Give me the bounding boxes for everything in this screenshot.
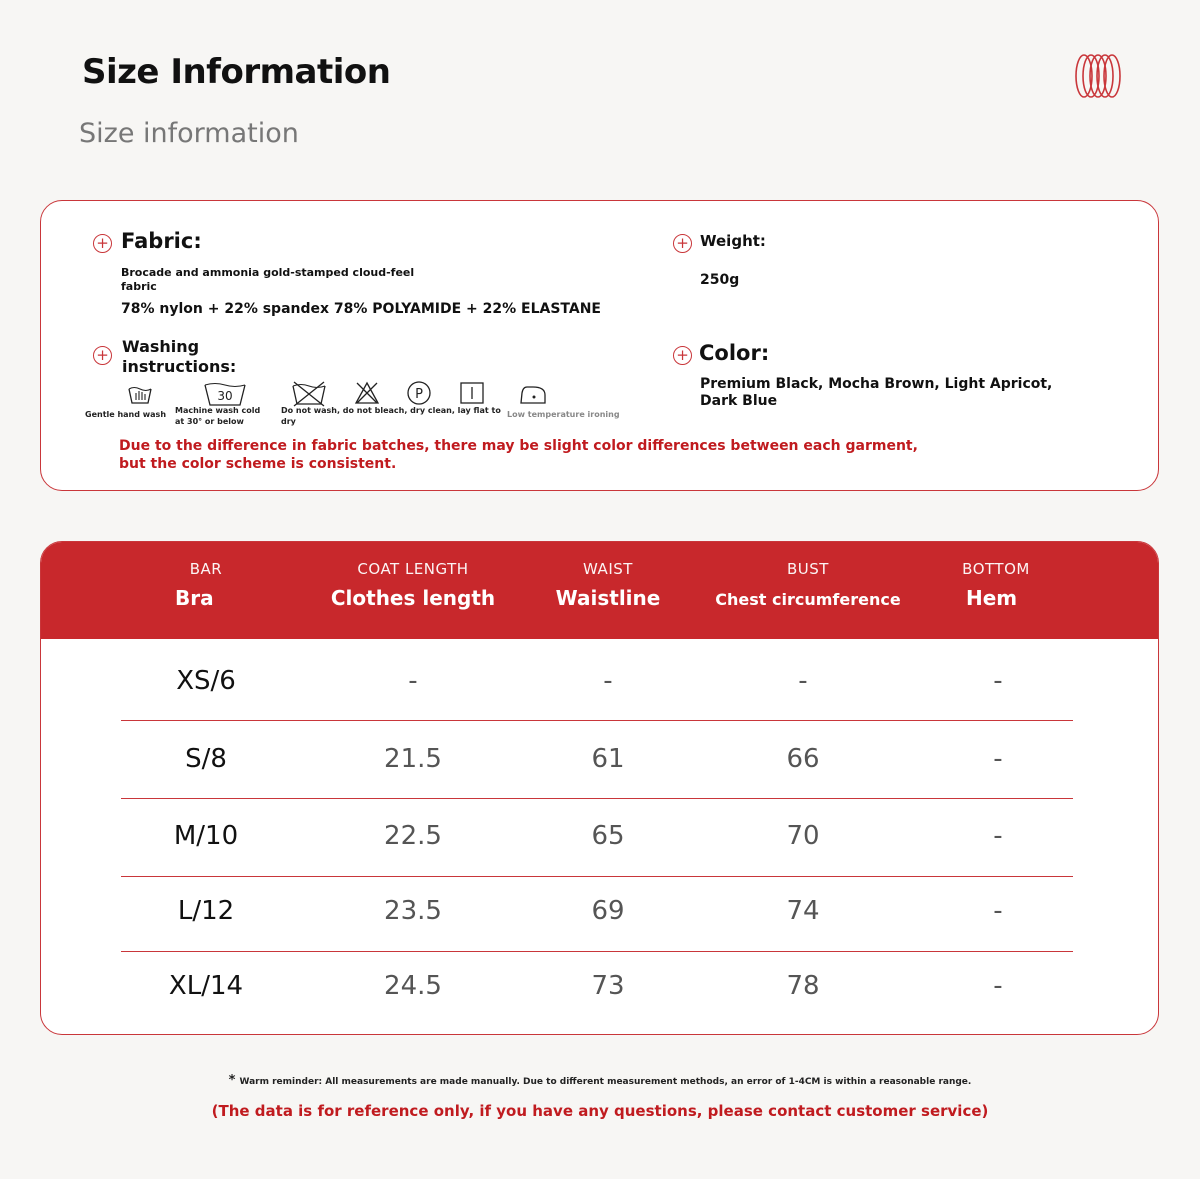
table-row: [121, 799, 1073, 874]
lay-flat-dry-icon: [459, 381, 485, 405]
low-temp-iron-caption: Low temperature ironing: [507, 410, 620, 419]
waist-cell: 73: [591, 971, 625, 1001]
fabric-description: Brocade and ammonia gold-stamped cloud-feel fabric: [121, 266, 415, 293]
column-en-label: BOTTOM: [962, 560, 1030, 578]
column-en-label: BAR: [189, 560, 223, 578]
waist-cell: 61: [591, 744, 625, 774]
size-cell: S/8: [185, 744, 227, 774]
column-header-bottom: [896, 560, 1096, 610]
coat-length-cell: -: [408, 666, 418, 696]
machine-wash-30-icon: [203, 381, 247, 407]
column-header-waist: [508, 560, 708, 610]
table-row: [121, 949, 1073, 1024]
dry-clean-icon: [406, 380, 432, 406]
size-cell: L/12: [177, 896, 235, 926]
table-row: [121, 874, 1073, 949]
color-label: Color:: [699, 341, 770, 365]
table-row: [121, 644, 1073, 719]
column-label: Hem: [966, 586, 1018, 610]
do-not-wash-caption: Do not wash, do not bleach, dry clean, lay flat to dry: [281, 406, 501, 426]
column-label: Waistline: [555, 586, 661, 610]
coat-length-cell: 22.5: [384, 821, 442, 851]
do-not-wash-icon: [291, 381, 327, 407]
table-header: [41, 542, 1158, 639]
table-row: [121, 722, 1073, 797]
asterisk-icon: *: [228, 1073, 236, 1088]
waist-cell: 69: [591, 896, 625, 926]
column-label: Chest circumference: [715, 590, 901, 609]
column-header-bar: [106, 560, 306, 610]
plus-circle-icon: +: [673, 234, 692, 253]
column-en-label: BUST: [787, 560, 829, 578]
bust-cell: -: [798, 666, 808, 696]
row-divider: [121, 720, 1073, 721]
weight-label: Weight:: [700, 232, 766, 250]
bottom-cell: -: [993, 744, 1003, 774]
reminder-text: Warm reminder: All measurements are made manually. Due to different measurement methods, an error of 1-4CM is within a reasonable range.: [239, 1077, 972, 1087]
size-cell: XL/14: [168, 971, 244, 1001]
coat-length-cell: 23.5: [384, 896, 442, 926]
color-difference-notice: Due to the difference in fabric batches, there may be slight color differences between each garment, but the color scheme is consistent.: [119, 438, 918, 472]
fabric-label: Fabric:: [121, 229, 202, 253]
column-en-label: COAT LENGTH: [357, 560, 469, 578]
washing-label: Washing instructions:: [122, 337, 237, 376]
column-en-label: WAIST: [583, 560, 633, 578]
machine-wash-caption: Machine wash cold at 30° or below: [175, 406, 261, 426]
fabric-composition: 78% nylon + 22% spandex 78% POLYAMIDE + 22% ELASTANE: [121, 301, 601, 317]
coat-length-cell: 21.5: [384, 744, 442, 774]
bust-cell: 66: [786, 744, 820, 774]
bottom-cell: -: [993, 971, 1003, 1001]
low-temp-iron-icon: [519, 383, 547, 405]
column-header-coat-length: [313, 560, 513, 610]
page-title: Size Information: [82, 52, 391, 92]
bottom-cell: -: [993, 666, 1003, 696]
plus-circle-icon: +: [673, 346, 692, 365]
waist-cell: -: [603, 666, 613, 696]
reference-notice: (The data is for reference only, if you have any questions, please contact customer service): [211, 1102, 989, 1120]
coat-length-cell: 24.5: [384, 971, 442, 1001]
size-cell: M/10: [173, 821, 239, 851]
page-subtitle: Size information: [79, 118, 299, 149]
wash-temp-label: 30: [217, 389, 233, 403]
color-value: Premium Black, Mocha Brown, Light Apricot, Dark Blue: [700, 376, 1053, 409]
bust-cell: 78: [786, 971, 820, 1001]
plus-circle-icon: +: [93, 346, 112, 365]
bottom-cell: -: [993, 821, 1003, 851]
weight-value: 250g: [700, 272, 740, 288]
bust-cell: 74: [786, 896, 820, 926]
size-table: [40, 541, 1159, 1035]
plus-circle-icon: +: [93, 234, 112, 253]
product-info-card: [40, 200, 1159, 491]
do-not-bleach-icon: [354, 381, 380, 405]
column-header-bust: [703, 560, 913, 609]
measurement-reminder: [0, 1073, 1200, 1088]
bottom-cell: -: [993, 896, 1003, 926]
dry-clean-letter: P: [415, 387, 423, 402]
waist-cell: 65: [591, 821, 625, 851]
column-label: Clothes length: [330, 586, 496, 610]
hand-wash-caption: Gentle hand wash: [85, 410, 167, 419]
size-cell: XS/6: [176, 666, 236, 696]
hand-wash-icon: [127, 383, 153, 405]
rings-logo-icon: [1072, 52, 1124, 100]
bust-cell: 70: [786, 821, 820, 851]
column-label: Bra: [175, 586, 214, 610]
